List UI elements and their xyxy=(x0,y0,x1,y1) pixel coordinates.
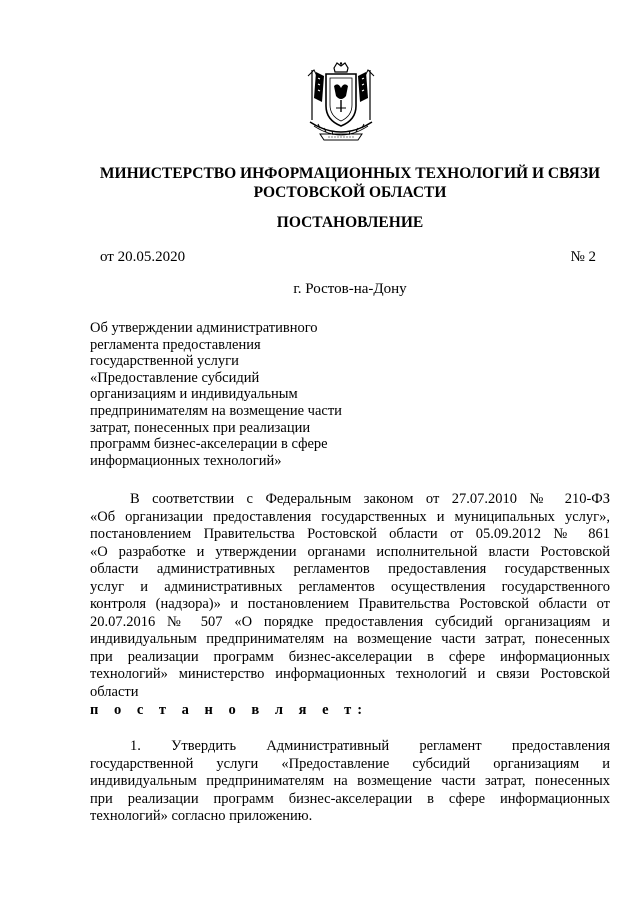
paragraph-line: при реализации программ бизнес-акселерации в сфере информационных xyxy=(90,790,610,807)
paragraph-line: области административных регламентов предоставления государственных xyxy=(90,561,610,577)
paragraph-line: постановлением Правительства Ростовской области от 05.09.2012 № 861 xyxy=(90,526,610,542)
paragraph-line: В соответствии с Федеральным законом от 27.07.2010 № 210-ФЗ xyxy=(130,491,610,507)
subject-line: Об утверждении административного xyxy=(90,320,318,336)
coat-of-arms-icon xyxy=(298,62,384,146)
paragraph-line: «Об организации предоставления государственных и муниципальных услуг», xyxy=(90,508,610,525)
subject-line: регламента предоставления xyxy=(90,336,261,353)
ministry-title xyxy=(90,164,610,202)
preamble-paragraph xyxy=(90,491,610,701)
paragraph-line: технологий» министерство информационных технологий и связи Ростовской xyxy=(90,666,610,682)
document-type: ПОСТАНОВЛЕНИЕ xyxy=(276,214,424,231)
document-date: от 20.05.2020 xyxy=(100,249,186,265)
document-city: г. Ростов-на-Дону xyxy=(293,281,407,297)
subject-line: затрат, понесенных при реализации xyxy=(90,419,311,436)
document-subject xyxy=(90,320,380,469)
paragraph-line: «О разработке и утверждении органами исполнительной власти Ростовской xyxy=(90,543,610,560)
paragraph-line: индивидуальным предпринимателям на возмещение части затрат, понесенных xyxy=(90,631,610,647)
paragraph-line: индивидуальным предпринимателям на возмещение части затрат, понесенных xyxy=(90,773,610,789)
paragraph-line: области xyxy=(90,683,139,700)
subject-line: организациям и индивидуальным xyxy=(90,386,298,403)
ministry-title-line2: РОСТОВСКОЙ ОБЛАСТИ xyxy=(253,184,447,201)
document-number: № 2 xyxy=(570,249,596,265)
paragraph-line: услуг и административных регламентов осуществления государственного xyxy=(90,578,610,595)
subject-line: государственной услуги xyxy=(90,353,239,370)
paragraph-line: 20.07.2016 № 507 «О порядке предоставления субсидий организациям и xyxy=(90,613,610,630)
subject-line: предпринимателям на возмещение части xyxy=(90,402,342,419)
paragraph-line: контроля (надзора)» и постановлением Правительства Ростовской области от xyxy=(90,596,610,612)
paragraph-line: 1. Утвердить Административный регламент предоставления xyxy=(130,738,610,754)
subject-line: программ бизнес-акселерации в сфере xyxy=(90,436,328,453)
ministry-title-line1: МИНИСТЕРСТВО ИНФОРМАЦИОННЫХ ТЕХНОЛОГИЙ И СВЯЗИ xyxy=(99,165,601,182)
resolution-item-1 xyxy=(90,738,610,826)
paragraph-line: технологий» согласно приложению. xyxy=(90,808,313,824)
paragraph-line: государственной услуги «Предоставление субсидий организациям и xyxy=(90,755,610,772)
subject-line: «Предоставление субсидий xyxy=(90,369,260,386)
subject-line: информационных технологий» xyxy=(90,452,282,469)
paragraph-line: при реализации программ бизнес-акселерации в сфере информационных xyxy=(90,648,610,665)
resolves-keyword: п о с т а н о в л я е т: xyxy=(90,702,369,718)
